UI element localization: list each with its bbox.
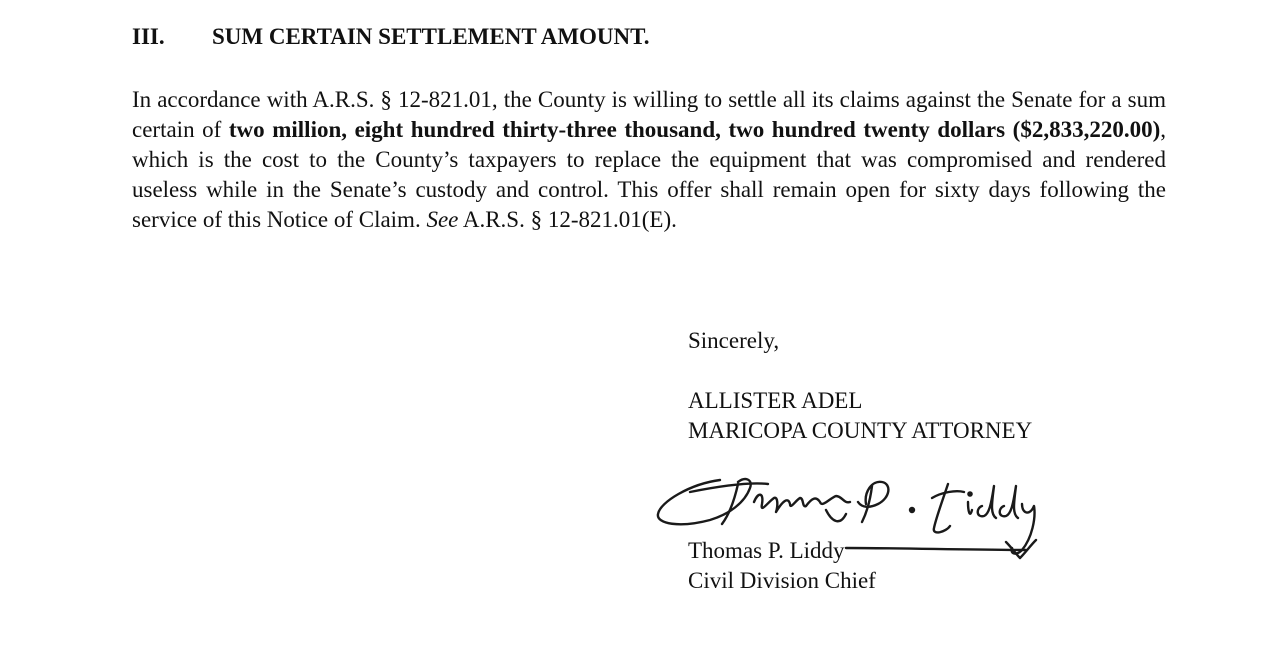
salutation: Sincerely,: [688, 328, 780, 353]
attorney-name: ALLISTER ADEL: [688, 388, 863, 413]
section-title: SUM CERTAIN SETTLEMENT AMOUNT.: [212, 24, 650, 49]
section-heading: [132, 22, 650, 52]
see-citation-signal: See: [426, 207, 459, 232]
signature-icon: [650, 462, 1050, 572]
settlement-paragraph: [132, 85, 1166, 235]
paragraph-text-1: In accordance with A.R.S. § 12-821.01, the County is willing to settle all its claims against the Senate for a sum certain of: [132, 87, 1166, 142]
signatory-title: Civil Division Chief: [688, 568, 876, 593]
paragraph-text-3: A.R.S. § 12-821.01(E).: [458, 207, 677, 232]
settlement-amount: two million, eight hundred thirty-three thousand, two hundred twenty dollars ($2,833,220.00): [228, 117, 1161, 142]
attorney-title: MARICOPA COUNTY ATTORNEY: [688, 418, 1033, 443]
handwritten-signature: [650, 462, 1050, 572]
section-number: III.: [132, 24, 165, 49]
paragraph-text-2: , which is the cost to the County’s taxpayers to replace the equipment that was compromised and rendered useless while in the Senate’s custody and control. This offer shall remain open for sixty days following the service of this Notice of Claim.: [132, 117, 1166, 232]
signatory-name: Thomas P. Liddy: [688, 538, 845, 563]
